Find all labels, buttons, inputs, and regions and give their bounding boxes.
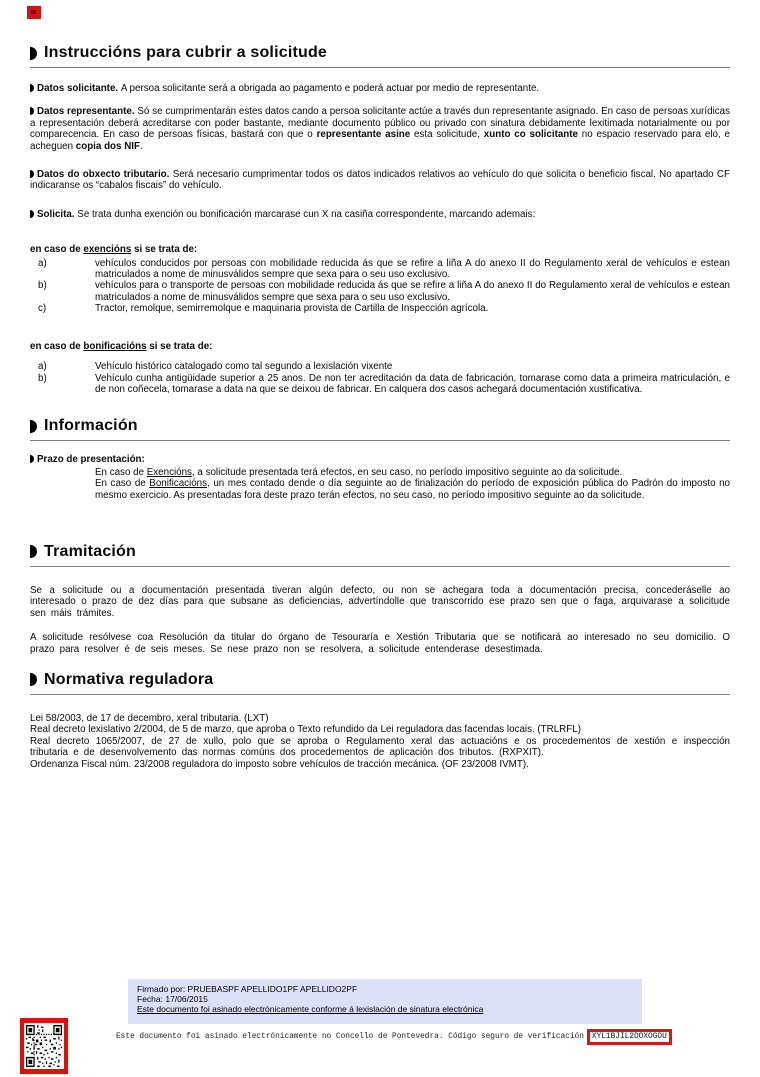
tramitacion-para-1: Se a solicitude ou a documentación presentada tiveran algún defecto, ou non se achegara toda a documentación precisa, concederáselle ao interesado o prazo de dez días para que subsane as deficiencias, advertíndolle que transcorrido ese prazo sen que o faga, arquivarase a solicitude sen máis trámites. bbox=[30, 584, 730, 619]
exencions-list bbox=[30, 258, 730, 315]
list-item-text: vehículos para o transporte de persoas con mobilidade reducida ás que se refire a liña A do anexo II do Regulamento xeral de vehículos e estean matriculados a nome de minusválidos sempre que sexa para o seu uso exclusivo. bbox=[95, 280, 730, 303]
section-heading-tramitacion bbox=[30, 543, 730, 567]
verification-code: XYL1BJIL2DOXOGOU bbox=[587, 1029, 672, 1045]
tramitacion-para-2: A solicitude resólvese coa Resolución da titular do órgano de Tesouraría e Xestión Tributaria que se notificará ao interesado no seu domicilio. O prazo para resolver é de seis meses. Se nese prazo non se resolvera, a solicitude entenderase desestimada. bbox=[30, 632, 730, 655]
list-item bbox=[30, 280, 730, 303]
list-item bbox=[30, 361, 730, 372]
prazo-line-bonificacions bbox=[95, 478, 730, 501]
prazo-header bbox=[30, 454, 730, 465]
bullet-icon bbox=[30, 170, 34, 178]
signature-box bbox=[128, 979, 642, 1024]
list-item-label: a) bbox=[38, 361, 47, 373]
list-item-label: c) bbox=[38, 303, 47, 315]
section-heading-informacion bbox=[30, 417, 730, 441]
normativa-line: Real decreto 1065/2007, de 27 de xullo, polo que se aproba o Regulamento xeral das actuacións e os procedementos de xestión e inspección tributaria e de desenvolvemento das normas comúns dos procedementos de aplicación dos tributos. (RXPXIT). bbox=[30, 735, 730, 759]
para-text: En caso de Bonificacións, un mes contado dende o día seguinte ao de finalización do período de exposición pública do Padrón do imposto no mesmo exercicio. As presentadas fora deste prazo terán efectos, no seu caso, no período impositivo seguinte ao da solicitude. bbox=[95, 478, 730, 501]
section-heading-instructions bbox=[30, 44, 730, 68]
sub-header-text: en caso de exencións si se trata de: bbox=[30, 244, 198, 256]
list-item-text: vehículos conducidos por persoas con mobilidade reducida ás que se refire a liña A do anexo II do Regulamento xeral de vehículos e estean matriculados a nome de minusválidos sempre que sexa para o seu uso exclusivo. bbox=[95, 257, 730, 281]
bullet-icon bbox=[30, 107, 34, 115]
signature-legal-note: Este documento foi asinado electrónicamente conforme á lexislación de sinatura electrónica bbox=[137, 1004, 484, 1014]
section-marker-icon bbox=[30, 420, 37, 433]
section-marker-icon bbox=[30, 545, 37, 558]
list-item-text: Tractor, remolque, semirremolque e maquinaria provista de Cartilla de Inspección agrícola. bbox=[95, 303, 489, 315]
qr-code-icon bbox=[24, 1023, 64, 1069]
para-text: Datos representante. Só se cumprimentarán estes datos cando a persoa solicitante actúe a través dun representante asignado. En caso de persoas xurídicas a representación deberá acreditarse con poder bastante, mediante documento público ou privado con sinatura debidamente lexitimada notarialmente ou por comparecencia. En caso de persoas físicas, bastará con que o representante asine esta solicitude, xunto co solicitante no espacio reservado para elo, e acheguen copia dos NIF. bbox=[30, 106, 730, 152]
list-item bbox=[30, 373, 730, 396]
list-item-label: b) bbox=[38, 280, 47, 292]
qr-code-frame bbox=[20, 1018, 68, 1074]
section-title: Normativa reguladora bbox=[44, 670, 214, 688]
signature-date: Fecha: 17/06/2015 bbox=[137, 994, 208, 1004]
para-datos-solicitante bbox=[30, 83, 730, 94]
qr-code-pattern bbox=[26, 1025, 62, 1067]
para-text: Datos solicitante. A persoa solicitante será a obrigada ao pagamento e poderá actuar por medio de representante. bbox=[37, 83, 540, 94]
exencions-header bbox=[30, 244, 730, 255]
section-heading-normativa bbox=[30, 671, 730, 695]
normativa-list bbox=[30, 713, 730, 770]
list-item bbox=[30, 258, 730, 281]
para-solicita bbox=[30, 209, 730, 220]
section-marker-icon bbox=[30, 47, 37, 60]
para-text: En caso de Exencións, a solicitude presentada terá efectos, en seu caso, no período impositivo seguinte ao da solicitude. bbox=[95, 466, 623, 478]
bullet-icon bbox=[30, 210, 34, 218]
section-title: Instruccións para cubrir a solicitude bbox=[44, 44, 328, 61]
para-datos-obxecto bbox=[30, 169, 730, 192]
normativa-line: Real decreto lexislativo 2/2004, de 5 de marzo, que aproba o Texto refundido da Lei reguladora das facendas locais. (TRLRFL) bbox=[30, 724, 581, 736]
red-stamp-icon bbox=[27, 6, 41, 19]
bonificacions-header bbox=[30, 341, 730, 352]
para-datos-representante bbox=[30, 106, 730, 152]
list-item-text: Vehículo histórico catalogado como tal segundo a lexislación vixente bbox=[95, 361, 393, 373]
para-text: Datos do obxecto tributario. Será necesario cumprimentar todos os datos indicados relativos ao vehículo do que solicita o beneficio fiscal. No apartado CF indicaranse os “cabalos fiscais” do vehículo. bbox=[30, 169, 730, 192]
section-title: Información bbox=[44, 417, 138, 435]
verification-text: Este documento foi asinado electrónicamente no Concello de Pontevedra. Código seguro de verificación bbox=[116, 1033, 584, 1041]
bullet-icon bbox=[30, 84, 34, 92]
list-item bbox=[30, 303, 730, 314]
sub-header-text: en caso de bonificacións si se trata de: bbox=[30, 340, 213, 352]
signature-signed-by: Firmado por: PRUEBASPF APELLIDO1PF APELLIDO2PF bbox=[137, 984, 358, 994]
verification-line bbox=[116, 1029, 672, 1045]
list-item-text: Vehículo cunha antigüidade superior a 25 anos. De non ter acreditación da data de fabricación, tomarase como data a primeira matriculación, e de non coñecela, tomarase a data na que se deixou de fabricar. En calquera dos casos achegará documentación xustificativa. bbox=[95, 372, 730, 395]
prazo-line-exencions bbox=[95, 467, 730, 478]
bullet-icon bbox=[30, 455, 34, 463]
normativa-line: Lei 58/2003, de 17 de decembro, xeral tributaria. (LXT) bbox=[30, 712, 269, 724]
section-marker-icon bbox=[30, 673, 37, 686]
normativa-line: Ordenanza Fiscal núm. 23/2008 reguladora do imposto sobre vehículos de tracción mecánica. (OF 23/2008 IVMT). bbox=[30, 758, 529, 770]
list-item-label: b) bbox=[38, 372, 47, 384]
sub-header-text: Prazo de presentación: bbox=[37, 454, 145, 466]
list-item-label: a) bbox=[38, 257, 47, 269]
para-text: Solicita. Se trata dunha exención ou bonificación marcarase cun X na casiña correspondente, marcando ademais: bbox=[37, 208, 536, 220]
bonificacions-list bbox=[30, 361, 730, 395]
section-title: Tramitación bbox=[44, 542, 137, 560]
